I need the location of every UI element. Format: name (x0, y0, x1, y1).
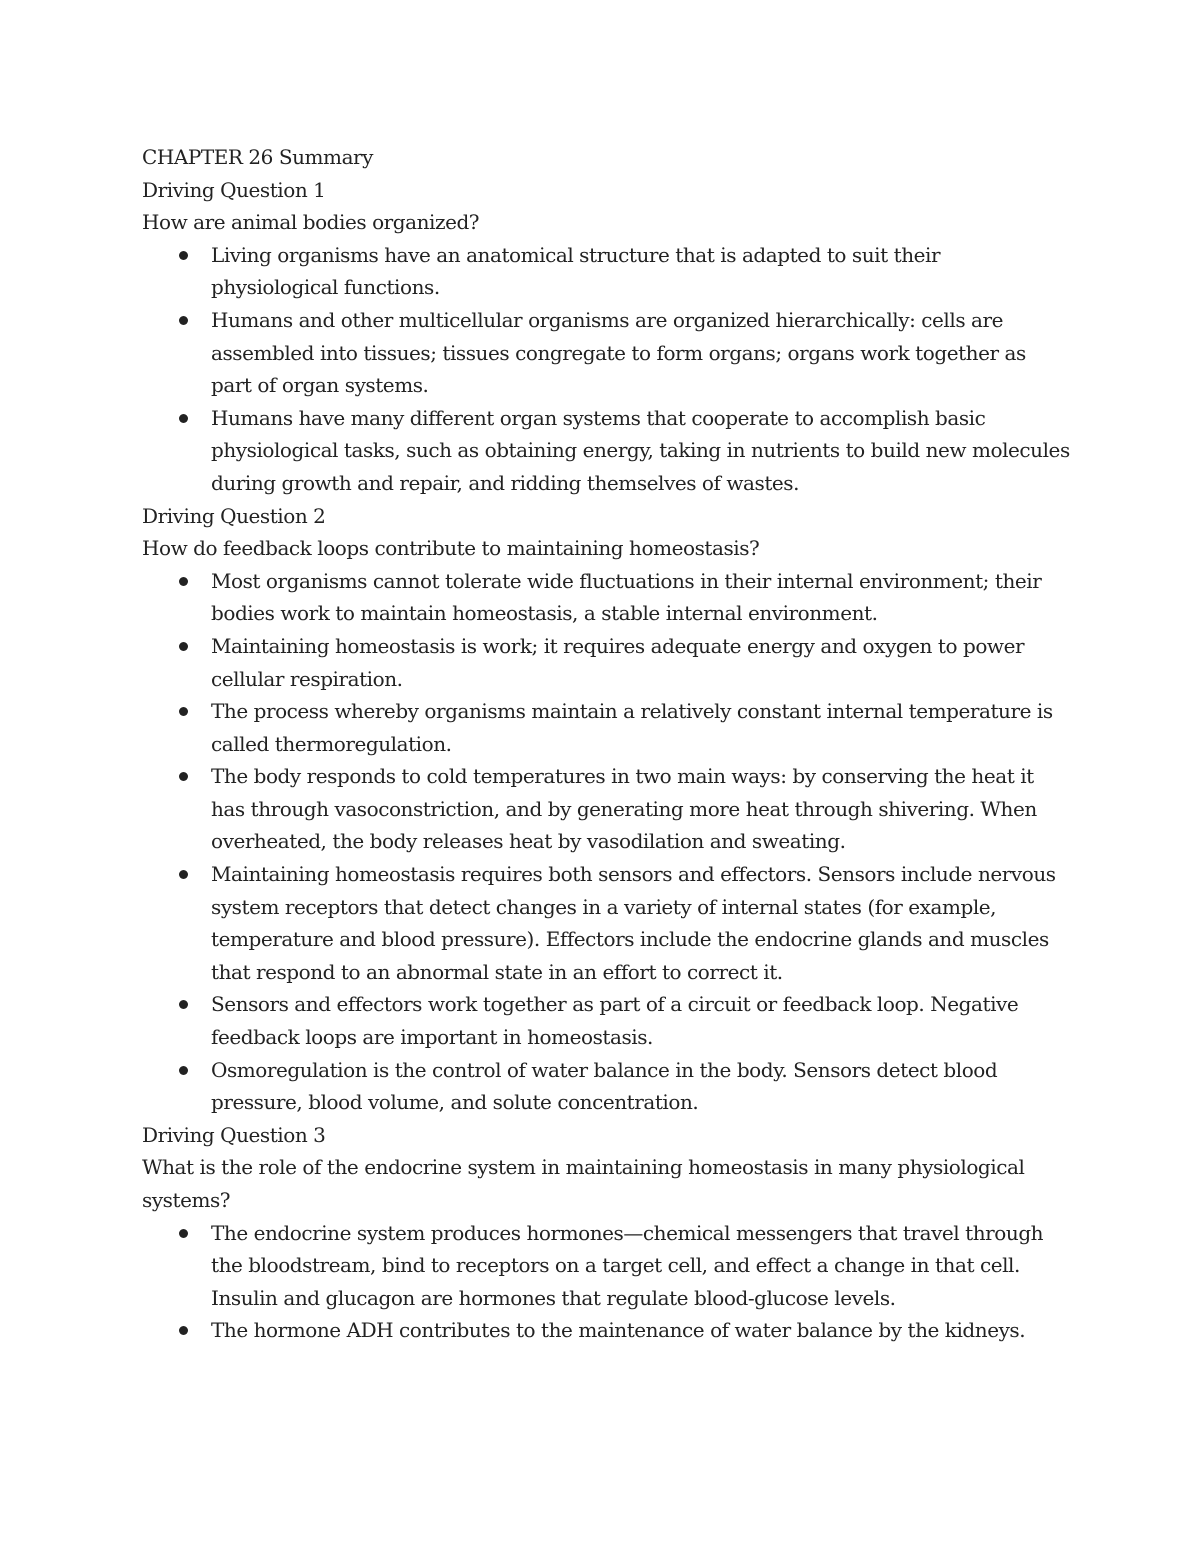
list-item-text: Humans and other multicellular organisms are organized hierarchically: cells are assembled into tissues; tissues congregate to form organs; organs work together as part of organ systems. (211, 307, 1026, 398)
list-item-text: The endocrine system produces hormones—chemical messengers that travel through the bloodstream, bind to receptors on a target cell, and effect a change in that cell. Insulin and glucagon are hormones that regulate blood-glucose levels. (211, 1220, 1044, 1310)
bullet-icon (179, 870, 188, 879)
list-item-text: Maintaining homeostasis is work; it requires adequate energy and oxygen to power cellular respiration. (211, 633, 1025, 691)
list-item-text: Maintaining homeostasis requires both sensors and effectors. Sensors include nervous system receptors that detect changes in a variety of internal states (for example, temperature and blood pressure). Effectors include the endocrine glands and muscles that respond to an abnormal state in an effort to correct it. (211, 862, 1056, 984)
driving-question-text: How are animal bodies organized? (142, 210, 480, 235)
bullet-icon (179, 1066, 188, 1075)
driving-question-label: Driving Question 2 (142, 503, 326, 528)
bullet-list (142, 239, 1072, 500)
list-item-text: The body responds to cold temperatures in two main ways: by conserving the heat it has through vasoconstriction, and by generating more heat through shivering. When overheated, the body releases heat by vasodilation and sweating. (211, 764, 1037, 854)
bullet-icon (179, 1000, 188, 1009)
list-item (211, 565, 1072, 630)
list-item-text: Sensors and effectors work together as part of a circuit or feedback loop. Negative feedback loops are important in homeostasis. (211, 992, 1019, 1050)
driving-question-text: How do feedback loops contribute to maintaining homeostasis? (142, 536, 760, 561)
bullet-icon (179, 1326, 188, 1335)
list-item-text: Most organisms cannot tolerate wide fluctuations in their internal environment; their bodies work to maintain homeostasis, a stable internal environment. (211, 568, 1042, 626)
document-title: CHAPTER 26 Summary (142, 145, 374, 169)
bullet-icon (179, 316, 188, 325)
bullet-icon (179, 251, 188, 260)
bullet-icon (179, 772, 188, 781)
list-item (211, 1054, 1072, 1119)
bullet-list (142, 565, 1072, 1119)
bullet-icon (179, 642, 188, 651)
bullet-icon (179, 1229, 188, 1238)
list-item-text: The hormone ADH contributes to the maintenance of water balance by the kidneys. (211, 1318, 1026, 1343)
driving-question-label: Driving Question 3 (142, 1122, 326, 1147)
list-item (211, 988, 1072, 1053)
list-item (211, 630, 1072, 695)
bullet-icon (179, 577, 188, 586)
list-item (211, 858, 1072, 988)
list-item-text: Humans have many different organ systems that cooperate to accomplish basic physiological tasks, such as obtaining energy, taking in nutrients to build new molecules during growth and repair, and ridding themselves of wastes. (211, 405, 1070, 495)
list-item-text: The process whereby organisms maintain a relatively constant internal temperature is called thermoregulation. (211, 699, 1053, 756)
list-item (211, 695, 1072, 760)
list-item-text: Osmoregulation is the control of water balance in the body. Sensors detect blood pressure, blood volume, and solute concentration. (211, 1057, 998, 1115)
list-item (211, 1314, 1072, 1347)
driving-question-text: What is the role of the endocrine system in maintaining homeostasis in many physiological systems? (142, 1155, 1025, 1212)
list-item (211, 760, 1072, 858)
list-item (211, 304, 1072, 402)
bullet-list (142, 1217, 1072, 1347)
list-item-text: Living organisms have an anatomical structure that is adapted to suit their physiological functions. (211, 242, 941, 300)
list-item (211, 402, 1072, 500)
list-item (211, 239, 1072, 304)
list-item (211, 1217, 1072, 1315)
document-page (142, 141, 1072, 1347)
driving-question-label: Driving Question 1 (142, 177, 326, 202)
bullet-icon (179, 707, 188, 716)
bullet-icon (179, 414, 188, 423)
